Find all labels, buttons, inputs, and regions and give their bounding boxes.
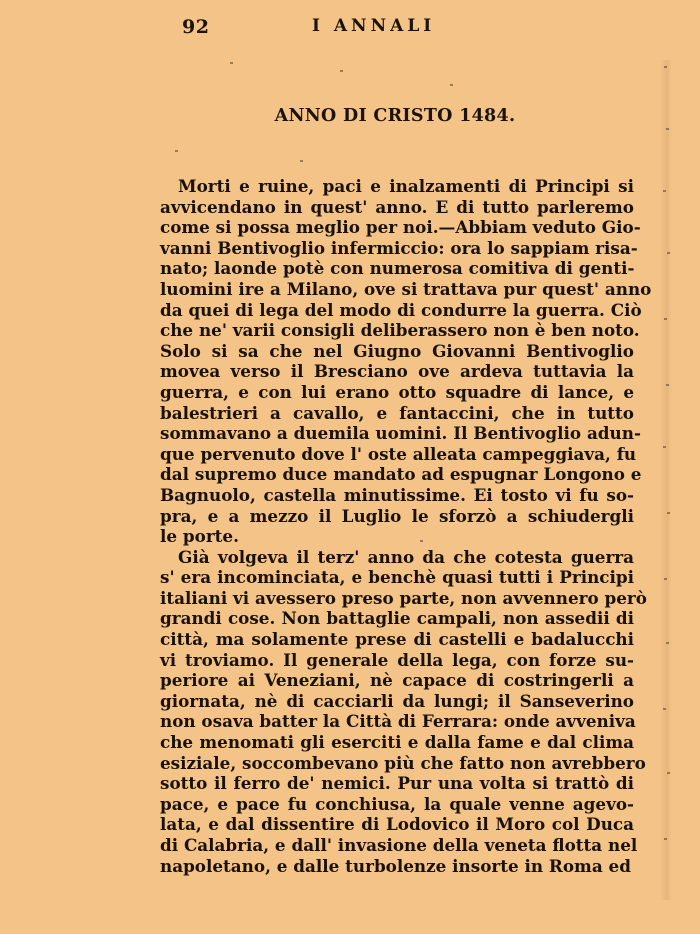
text-line: sommavano a duemila uomini. Il Bentivoglio adun-	[160, 423, 641, 444]
text-line: Già volgeva il terz' anno da che cotesta guerra	[178, 546, 634, 567]
text-line: le porte.	[160, 526, 239, 547]
text-line: che menomati gli eserciti e dalla fame e dal clima	[160, 732, 634, 753]
year-heading: ANNO DI CRISTO 1484.	[274, 106, 516, 126]
text-line: balestrieri a cavallo, e fantaccini, che in tutto	[160, 402, 634, 423]
text-line: lata, e dal dissentire di Lodovico il Moro col Duca	[160, 814, 634, 835]
text-line: non osava batter la Città di Ferrara: onde avveniva	[160, 711, 636, 732]
text-line: di Calabria, e dall' invasione della veneta flotta nel	[160, 835, 638, 855]
text-line: pra, e a mezzo il Luglio le sforzò a schiudergli	[160, 505, 634, 526]
running-head	[182, 16, 472, 40]
text-line: grandi cose. Non battaglie campali, non assedii di	[160, 608, 634, 629]
text-line: come si possa meglio per noi.—Abbiam veduto Gio-	[160, 217, 641, 238]
page-number: 92	[182, 16, 210, 38]
text-line: pace, e pace fu conchiusa, la quale venne agevo-	[160, 793, 634, 814]
text-line: italiani vi avessero preso parte, non avvennero però	[160, 587, 647, 608]
text-line: esiziale, soccombevano più che fatto non avrebbero	[160, 752, 646, 773]
text-line: s' era incominciata, e benchè quasi tutti i Principi	[160, 567, 634, 588]
text-line: Morti e ruine, paci e inalzamenti di Principi si	[178, 176, 634, 196]
text-line: periore ai Veneziani, nè capace di costringerli a	[160, 670, 634, 691]
text-line: città, ma solamente prese di castelli e badalucchi	[160, 629, 634, 650]
text-line: dal supremo duce mandato ad espugnar Longono e	[160, 464, 642, 485]
text-line: Solo si sa che nel Giugno Giovanni Bentivoglio	[160, 340, 634, 361]
text-line: que pervenuto dove l' oste alleata campeggiava, fu	[160, 443, 637, 464]
text-line: giornata, nè di cacciarli da lungi; il Sanseverino	[160, 690, 634, 711]
running-title: I ANNALI	[312, 16, 436, 36]
text-line: Bagnuolo, castella minutissime. Ei tosto vi fu so-	[160, 484, 634, 505]
text-line: vi troviamo. Il generale della lega, con forze su-	[160, 649, 634, 670]
text-line: sotto il ferro de' nemici. Pur una volta si trattò di	[160, 773, 634, 794]
text-line: che ne' varii consigli deliberassero non è ben noto.	[160, 320, 640, 341]
text-line: luomini ire a Milano, ove si trattava pur quest' anno	[160, 278, 652, 299]
text-line: napoletano, e dalle turbolenze insorte in Roma ed	[160, 855, 631, 876]
body-text	[160, 176, 652, 876]
text-line: vanni Bentivoglio infermiccio: ora lo sappiam risa-	[160, 237, 638, 258]
page-edge-shadow	[660, 60, 672, 900]
text-line: movea verso il Bresciano ove ardeva tuttavia la	[160, 361, 634, 382]
text-line: guerra, e con lui erano otto squadre di lance, e	[160, 381, 634, 402]
text-line: nato; laonde potè con numerosa comitiva di genti-	[160, 258, 635, 279]
text-line: avvicendano in quest' anno. E di tutto parleremo	[160, 196, 634, 217]
text-line: da quei di lega del modo di condurre la guerra. Ciò	[160, 299, 642, 320]
